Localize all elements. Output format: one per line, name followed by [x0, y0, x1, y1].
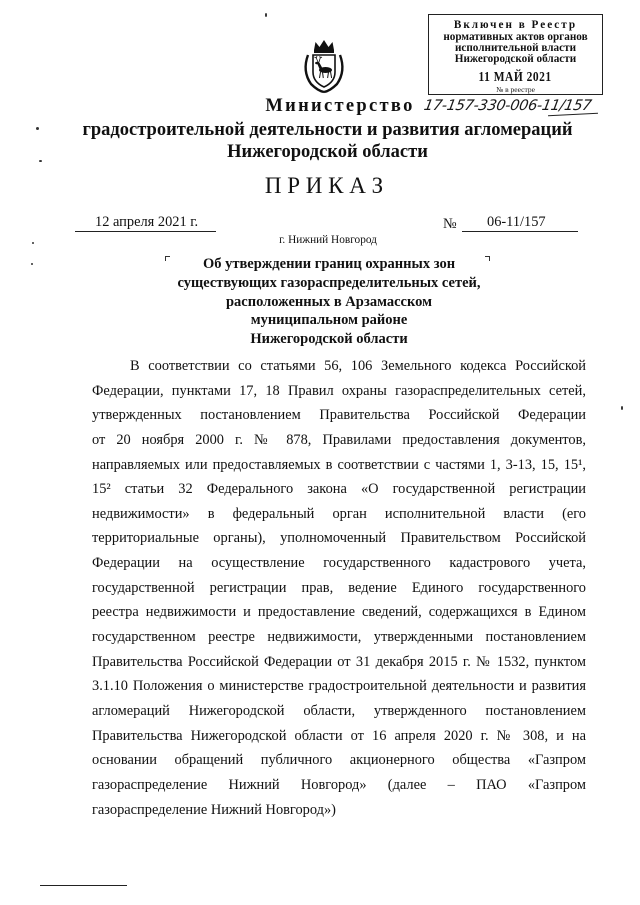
stamp-line: Включен в Реестр — [453, 18, 578, 31]
order-date: 12 апреля 2021 г. — [95, 214, 199, 230]
body-line: Правительства Нижегородской области от 16 апреля 2020 г. № 308, и на — [92, 727, 586, 744]
body-line: основании обращений публичного акционерного общества «Газпром — [92, 752, 586, 769]
title-line: существующих газораспределительных сетей, — [177, 274, 481, 291]
title-line: расположенных в Арзамасском — [225, 293, 432, 310]
body-line: 3.1.10 Положения о министерстве градостроительной деятельности и развития — [92, 678, 586, 695]
scan-edge-line — [40, 885, 127, 886]
registry-stamp — [428, 14, 603, 95]
title-line: муниципальном районе — [250, 312, 408, 329]
scan-speck — [621, 406, 623, 410]
number-underline — [462, 231, 578, 232]
stamp-date: 11 МАЙ 2021 — [478, 69, 553, 84]
crown — [314, 40, 334, 53]
stamp-registry-label: № в реестре — [496, 85, 535, 94]
stamp-date-row — [429, 69, 602, 85]
body-line: утвержденных постановлением Правительства Российской Федерации — [92, 407, 586, 424]
ministry-title-line1: Министерство — [265, 96, 415, 116]
title-line: Об утверждении границ охранных зон — [202, 256, 456, 272]
body-line: направляемых или предоставляемых в соответствии с частями 1, 3-13, 15, 15¹, — [92, 456, 586, 473]
document-type-heading: П Р И К А З — [264, 173, 384, 198]
body-line: государственной регистрации прав, ведение Единого государственного — [92, 579, 586, 596]
date-underline — [75, 231, 216, 232]
body-line: газораспределение Нижний Новгород» (далее – ПАО «Газпром — [92, 776, 586, 793]
body-line: В соответствии со статьями 56, 106 Земельного кодекса Российской — [130, 358, 586, 374]
body-paragraph — [92, 354, 586, 822]
coat-of-arms-icon — [300, 38, 348, 94]
ministry-title-line2: градостроительной деятельности и развития агломераций — [82, 120, 573, 140]
order-title — [130, 255, 528, 349]
body-line: от 20 ноября 2000 г. № 878, Правилами предоставления документов, — [92, 431, 586, 448]
scan-speck — [32, 242, 34, 244]
body-line: Правительства Российской Федерации от 31 декабря 2015 г. № 1532, пунктом — [92, 653, 586, 670]
body-line: реестра недвижимости и предоставление сведений, содержащихся в Едином — [92, 604, 586, 621]
stamp-line: Нижегородской области — [454, 52, 577, 65]
handwritten-registry-number: 17-157-330-006-11/157 — [422, 98, 593, 114]
order-city: г. Нижний Новгород — [279, 234, 377, 246]
body-line: территориальные органы), уполномоченный Правительством Российской — [92, 530, 586, 547]
title-line: Нижегородской области — [250, 331, 408, 347]
body-line: газораспределение Нижний Новгород») — [92, 801, 336, 818]
scan-speck — [31, 263, 33, 265]
body-line: Федерации, пунктами 17, 18 Правил охраны газораспределительных сетей, — [92, 382, 586, 399]
scan-speck — [265, 13, 267, 17]
body-line: Федерации на осуществление государственного кадастрового учета, — [92, 555, 586, 572]
body-line: недвижимости» в федеральный орган исполнительной власти (его — [92, 505, 586, 522]
body-line: 15² статьи 32 Федерального закона «О государственной регистрации — [92, 481, 586, 498]
ministry-title-line3: Нижегородской области — [227, 142, 428, 162]
order-number: 06-11/157 — [487, 214, 546, 230]
order-number-label: № — [443, 216, 457, 232]
stamp-line: исполнительной власти — [454, 41, 577, 54]
stamp-line: нормативных актов органов — [443, 30, 588, 43]
body-line: государственном реестре недвижимости, утвержденными постановлением — [92, 629, 586, 646]
body-line: агломераций Нижегородской области, утвержденного постановлением — [92, 702, 586, 719]
